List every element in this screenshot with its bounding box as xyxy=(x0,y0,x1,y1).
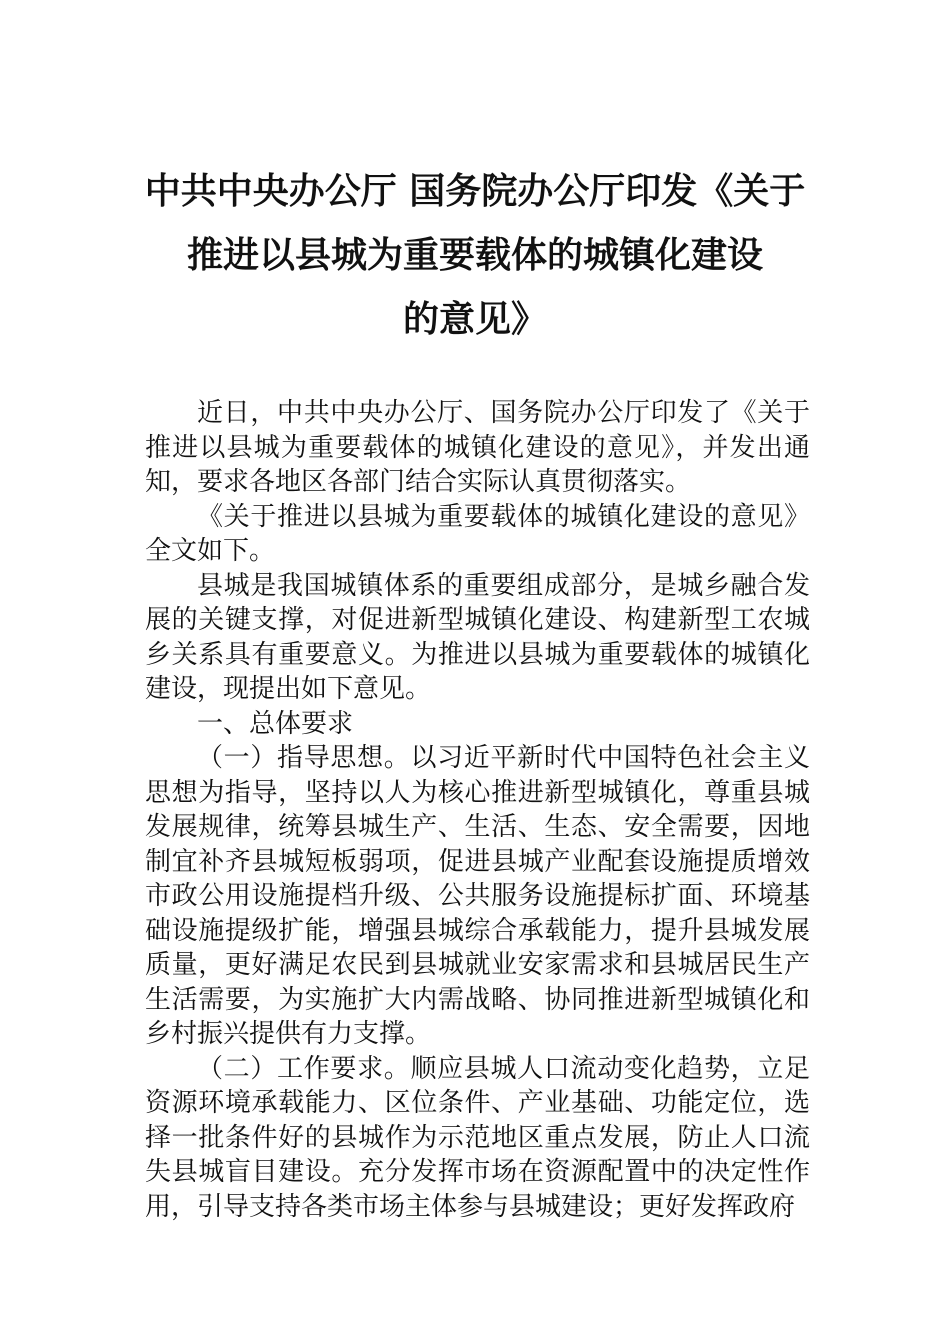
title-line-2: 推进以县城为重要载体的城镇化建设 xyxy=(186,235,763,276)
paragraph-intro: 近日，中共中央办公厅、国务院办公厅印发了《关于推进以县城为重要载体的城镇化建设的意见》，并发出通知，要求各地区各部门结合实际认真贯彻落实。 xyxy=(145,398,810,497)
title-line-1: 中共中央办公厅 国务院办公厅印发《关于 xyxy=(144,171,806,212)
document-title xyxy=(0,160,950,352)
document-body xyxy=(145,396,810,1224)
title-line-3: 的意见》 xyxy=(402,299,547,340)
paragraph-fulltext-note: 《关于推进以县城为重要载体的城镇化建设的意见》全文如下。 xyxy=(145,501,810,566)
paragraph-guiding-thought: （一）指导思想。以习近平新时代中国特色社会主义思想为指导，坚持以人为核心推进新型城镇化，尊重县城发展规律，统筹县城生产、生活、生态、安全需要，因地制宜补齐县城短板弱项，促进县城产业配套设施提质增效市政公用设施提档升级、公共服务设施提标扩面、环境基础设施提级扩能，增强县城综合承载能力，提升县城发展质量，更好满足农民到县城就业安家需求和县城居民生产生活需要，为实施扩大内需战略、协同推进新型城镇化和乡村振兴提供有力支撑。 xyxy=(145,743,810,1049)
paragraph-background: 县城是我国城镇体系的重要组成部分，是城乡融合发展的关键支撑，对促进新型城镇化建设、构建新型工农城乡关系具有重要意义。为推进以县城为重要载体的城镇化建设，现提出如下意见。 xyxy=(145,570,810,704)
section-heading-general-requirements: 一、总体要求 xyxy=(197,708,354,739)
paragraph-work-requirements: （二）工作要求。顺应县城人口流动变化趋势，立足资源环境承载能力、区位条件、产业基础、功能定位，选择一批条件好的县城作为示范地区重点发展，防止人口流失县城盲目建设。充分发挥市场在资源配置中的决定性作用，引导支持各类市场主体参与县城建设；更好发挥政府 xyxy=(145,1053,810,1222)
